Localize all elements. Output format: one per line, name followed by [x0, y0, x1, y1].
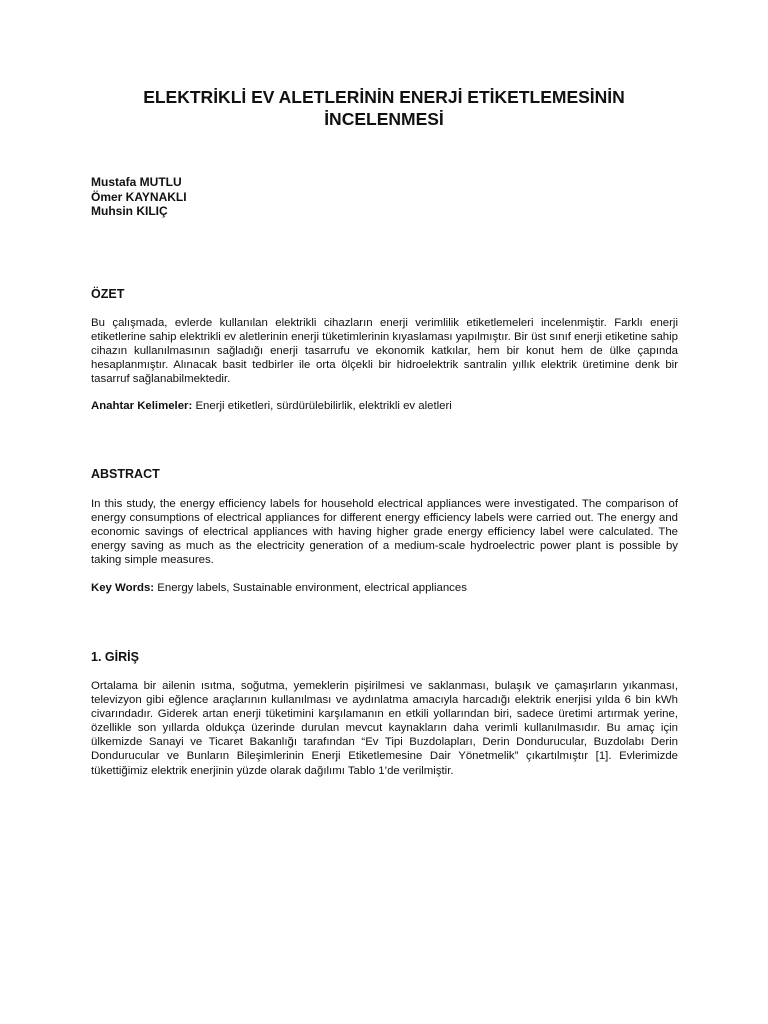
- giris-heading: 1. GİRİŞ: [91, 650, 139, 664]
- title-line-2: İNCELENMESİ: [324, 109, 444, 129]
- paper-title: [60, 86, 708, 130]
- author-name: Ömer KAYNAKLI: [91, 189, 187, 204]
- abstract-keywords-text: Energy labels, Sustainable environment, electrical appliances: [157, 582, 467, 594]
- abstract-body: In this study, the energy efficiency labels for household electrical appliances were investigated. The comparison of energy consumptions of electrical appliances for different energy efficiency labels were carried out. The energy and economic savings of electrical appliances with having higher grade energy efficiency label were calculated. The energy saving as much as the electricity generation of a medium-scale hydroelectric power plant is possible by taking simple measures.: [91, 498, 678, 567]
- ozet-body: Bu çalışmada, evlerde kullanılan elektrikli cihazların enerji verimlilik etiketlemeleri incelenmiştir. Farklı enerji etiketlerine sahip elektrikli ev aletlerinin enerji tüketimlerinin kıyaslaması yapılmıştır. Bir üst sınıf enerji etiketine sahip cihazın kullanılmasının sağladığı enerji tasarrufu ve ekonomik katkılar, hem bir konut hem de ülke çapında hesaplanmıştır. Alınacak basit tedbirler ile orta ölçekli bir hidroelektrik santralin yıllık elektrik üretimine denk bir tasarruf sağlanabilmektedir.: [91, 317, 678, 386]
- ozet-keywords-label: Anahtar Kelimeler:: [91, 400, 193, 412]
- ozet-heading: ÖZET: [91, 287, 125, 301]
- author-name: Muhsin KILIÇ: [91, 204, 168, 218]
- ozet-keywords: [91, 399, 678, 413]
- giris-body: Ortalama bir ailenin ısıtma, soğutma, yemeklerin pişirilmesi ve saklanması, bulaşık ve çamaşırların yıkanması, televizyon gibi eğlence araçlarının kullanılması ve aydınlatma amacıyla harcadığı elektrik enerjisi yılda 6 bin kWh civarındadır. Giderek artan enerji tüketimini karşılamanın en etkili yollarından biri, sadece üretimi artırmak yerine, özellikle son yıllarda oldukça üzerinde durulan mevcut kaynakların daha verimli kullanılmasıdır. Bu amaç için ülkemizde Sanayi ve Ticaret Bakanlığı tarafından “Ev Tipi Buzdolapları, Derin Dondurucular, Buzdolabı Derin Dondurucular ve Bunların Bileşimlerinin Enerji Etiketlemesine Dair Yönetmelik” çıkartılmıştır [1]. Evlerimizde tükettiğimiz elektrik enerjinin yüzde olarak dağılımı Tablo 1’de verilmiştir.: [91, 680, 678, 777]
- ozet-keywords-text: Enerji etiketleri, sürdürülebilirlik, elektrikli ev aletleri: [195, 400, 452, 412]
- title-line-1: ELEKTRİKLİ EV ALETLERİNİN ENERJİ ETİKETLEMESİNİN: [143, 87, 625, 107]
- abstract-heading: ABSTRACT: [91, 467, 160, 481]
- author-list: [91, 175, 187, 219]
- abstract-keywords-label: Key Words:: [91, 582, 155, 594]
- abstract-keywords: [91, 581, 678, 595]
- author-name: Mustafa MUTLU: [91, 175, 182, 189]
